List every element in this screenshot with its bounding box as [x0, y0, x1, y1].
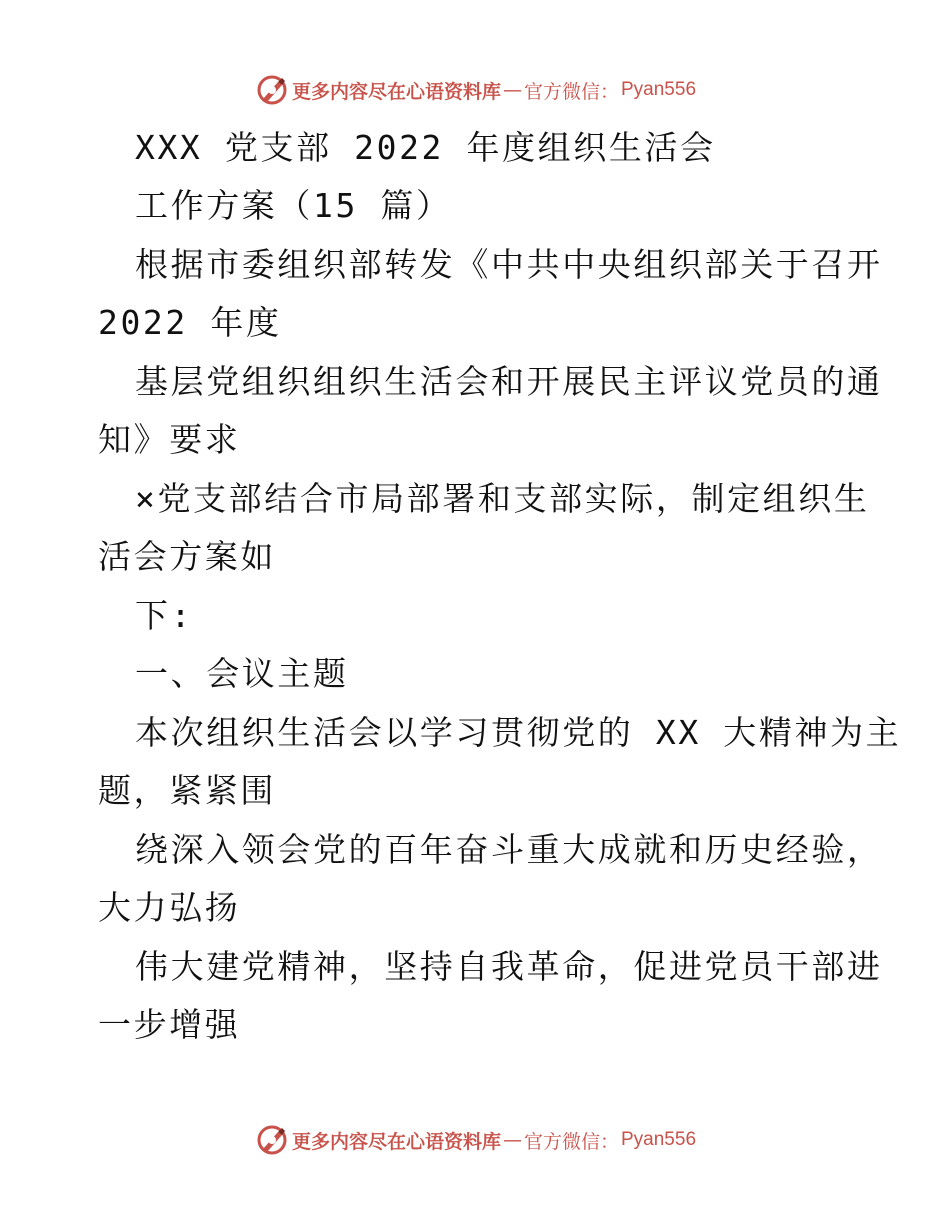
doc-line: 一步增强 — [98, 1005, 241, 1044]
doc-line: 活会方案如 — [98, 537, 276, 576]
doc-line: 基层党组织组织生活会和开展民主评议党员的通 — [135, 362, 883, 401]
doc-line: 题，紧紧围 — [98, 771, 276, 810]
doc-line: 知》要求 — [98, 420, 241, 459]
section-heading: 一、会议主题 — [135, 654, 349, 693]
doc-line: ×党支部结合市局部署和支部实际，制定组织生 — [135, 479, 870, 518]
doc-title-line-2: 工作方案（15 篇） — [135, 186, 452, 225]
watermark-wechat-label: 官方微信： — [523, 80, 619, 103]
doc-line: 本次组织生活会以学习贯彻党的 XX 大精神为主 — [135, 713, 902, 752]
doc-line: 绕深入领会党的百年奋斗重大成就和历史经验， — [135, 830, 883, 869]
watermark-dash: — — [502, 79, 522, 101]
doc-line: 下: — [135, 596, 194, 635]
pen-logo-icon — [254, 72, 290, 108]
watermark-text: 更多内容尽在心语资料库 — [291, 80, 501, 103]
watermark-wechat-id: Pyan556 — [621, 79, 697, 100]
doc-line: 大力弘扬 — [98, 888, 241, 927]
doc-title-line-1: XXX 党支部 2022 年度组织生活会 — [135, 128, 716, 167]
footer-watermark — [0, 1120, 950, 1160]
pen-logo-icon — [254, 1122, 290, 1158]
watermark-dash: — — [502, 1129, 522, 1151]
watermark-wechat-id: Pyan556 — [621, 1129, 697, 1150]
doc-line: 伟大建党精神，坚持自我革命，促进党员干部进 — [135, 947, 883, 986]
doc-line: 2022 年度 — [98, 303, 282, 342]
doc-line: 根据市委组织部转发《中共中央组织部关于召开 — [135, 245, 883, 284]
watermark-text: 更多内容尽在心语资料库 — [291, 1130, 501, 1153]
watermark-wechat-label: 官方微信： — [523, 1130, 619, 1153]
header-watermark — [0, 70, 950, 110]
